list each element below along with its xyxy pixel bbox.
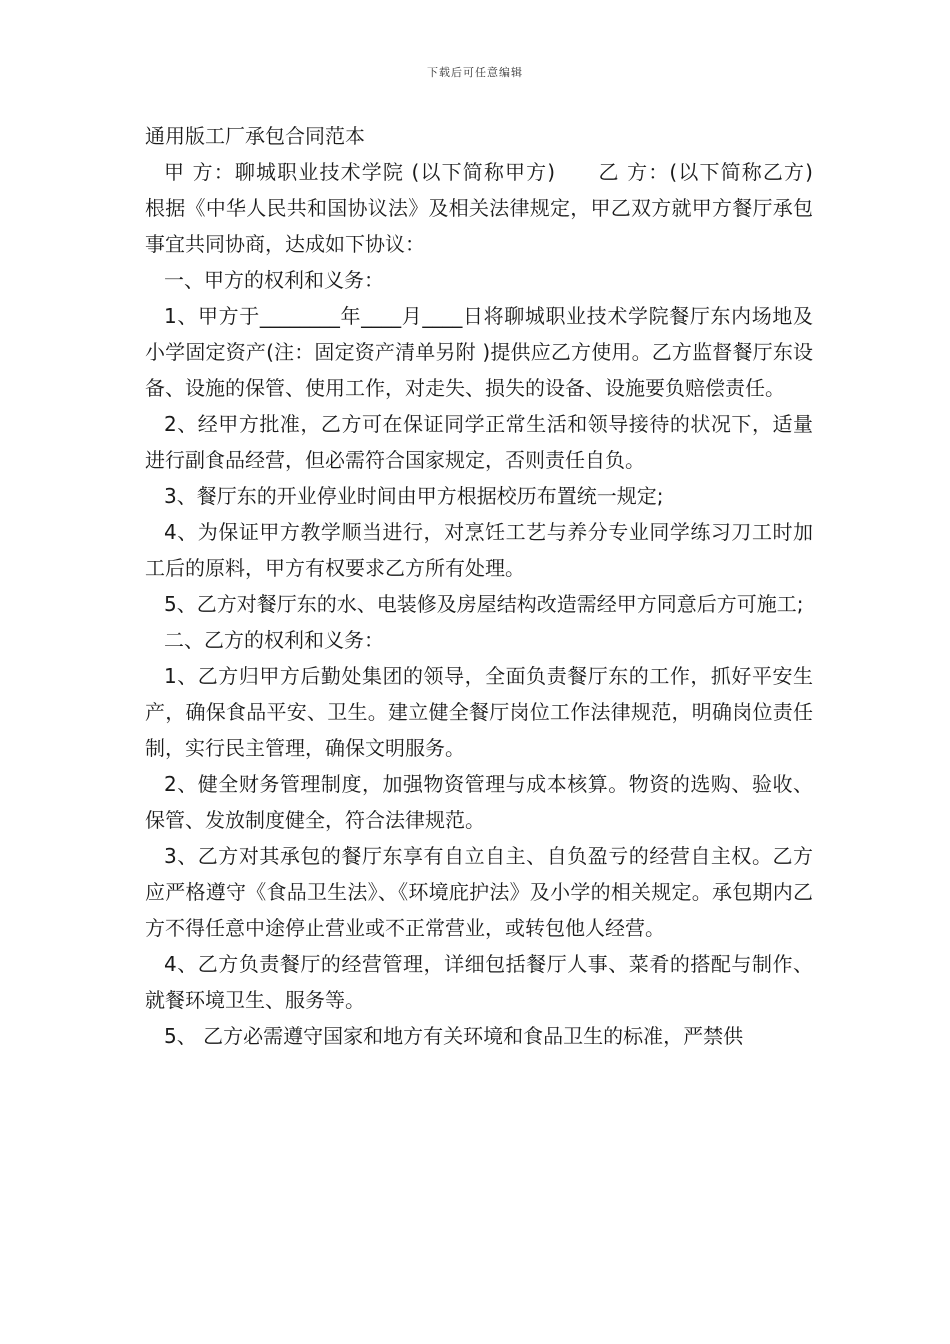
party-a-clause-3: 3、餐厅东的开业停业时间由甲方根据校历布置统一规定; — [164, 484, 664, 508]
page-header-note: 下载后可任意编辑 — [427, 66, 523, 79]
party-b-clause-2: 2、健全财务管理制度，加强物资管理与成本核算。物资的选购、验收、保管、发放制度健全，符合法律规范。 — [145, 772, 813, 832]
party-b-clause-5: 5、 乙方必需遵守国家和地方有关环境和食品卫生的标准，严禁供 — [164, 1024, 744, 1048]
party-b-clause-4: 4、乙方负责餐厅的经营管理，详细包括餐厅人事、菜肴的搭配与制作、就餐环境卫生、服务等。 — [145, 952, 813, 1012]
party-b-clause-1: 1、乙方归甲方后勤处集团的领导，全面负责餐厅东的工作，抓好平安生产，确保食品平安、卫生。建立健全餐厅岗位工作法律规范，明确岗位责任制，实行民主管理，确保文明服务。 — [145, 664, 813, 760]
document-title: 通用版工厂承包合同范本 — [145, 124, 365, 148]
party-a-clause-2: 2、经甲方批准，乙方可在保证同学正常生活和领导接待的状况下，适量进行副食品经营，但必需符合国家规定，否则责任自负。 — [145, 412, 813, 472]
party-a-clause-4: 4、为保证甲方教学顺当进行，对烹饪工艺与养分专业同学练习刀工时加工后的原料，甲方有权要求乙方所有处理。 — [145, 520, 813, 580]
section-heading-party-a: 一、甲方的权利和义务： — [164, 268, 384, 292]
party-a-clause-5: 5、乙方对餐厅东的水、电装修及房屋结构改造需经甲方同意后方可施工; — [164, 592, 804, 616]
document-body — [145, 118, 853, 1054]
section-heading-party-b: 二、乙方的权利和义务： — [164, 628, 384, 652]
intro-paragraph: 甲 方：聊城职业技术学院 (以下简称甲方) 乙 方：(以下简称乙方) 根据《中华人民共和国协议法》及相关法律规定，甲乙双方就甲方餐厅承包事宜共同协商，达成如下协议： — [145, 160, 853, 256]
party-a-clause-1: 1、甲方于________年____月____日将聊城职业技术学院餐厅东内场地及小学固定资产(注：固定资产清单另附 )提供应乙方使用。乙方监督餐厅东设备、设施的保管、使用工作，对走失、损失的设备、设施要负赔偿责任。 — [145, 304, 813, 400]
party-b-clause-3: 3、乙方对其承包的餐厅东享有自立自主、自负盈亏的经营自主权。乙方应严格遵守《食品卫生法》、《环境庇护法》及小学的相关规定。承包期内乙方不得任意中途停止营业或不正常营业，或转包他人经营。 — [145, 844, 813, 940]
